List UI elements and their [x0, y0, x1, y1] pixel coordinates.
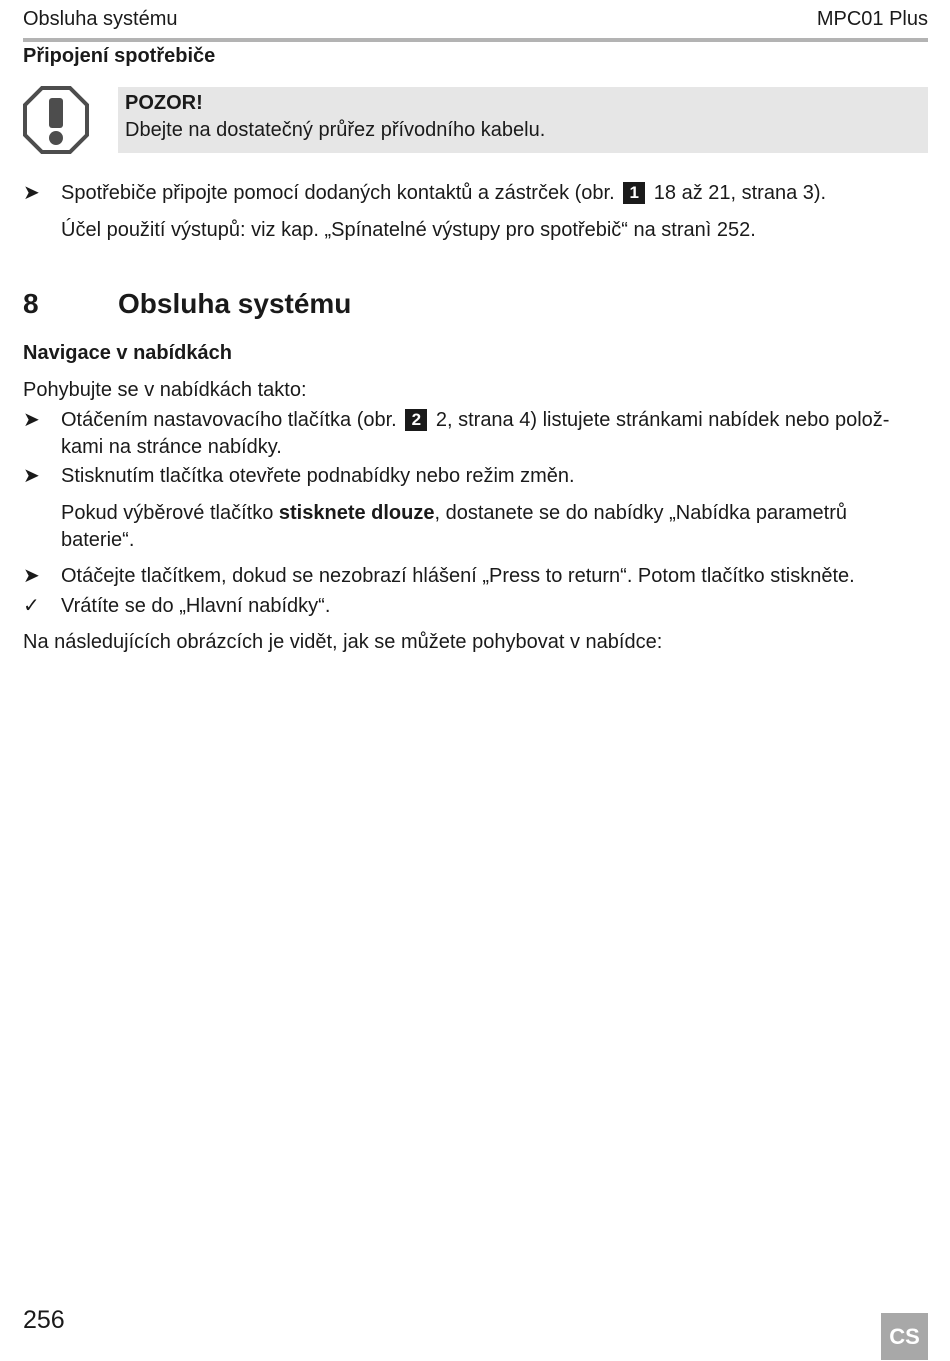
- exclamation-octagon-icon: [22, 85, 90, 155]
- warning-text: Dbejte na dostatečný průřez přívodního kabelu.: [125, 119, 546, 141]
- running-header-section: Obsluha systému: [23, 8, 178, 30]
- note-text: Pokud výběrové tlačítko: [61, 502, 279, 524]
- arrow-bullet-icon: ➤: [23, 465, 40, 487]
- section-subheading: Připojení spotřebiče: [23, 45, 216, 67]
- chapter-title: Obsluha systému: [118, 288, 352, 319]
- instruction-step: Stisknutím tlačítka otevřete podnabídky nebo režim změn.: [61, 465, 575, 487]
- arrow-bullet-icon: ➤: [23, 565, 40, 587]
- step-text-end: 2, strana 4) listujete stránkami nabídek nebo polož-: [435, 409, 890, 431]
- instruction-step: Otáčejte tlačítkem, dokud se nezobrazí hlášení „Press to return“. Potom tlačítko stiskněte.: [61, 565, 855, 587]
- result-text: Vrátíte se do „Hlavní nabídky“.: [61, 595, 331, 617]
- step-note: [61, 500, 847, 527]
- step-continuation: kami na stránce nabídky.: [61, 436, 282, 458]
- page-number: 256: [23, 1306, 65, 1334]
- running-header-product: MPC01 Plus: [816, 8, 928, 30]
- figure-reference-badge: 1: [623, 182, 645, 204]
- note-text-end: , dostanete se do nabídky „Nabídka parametrů: [434, 502, 847, 524]
- arrow-bullet-icon: ➤: [23, 182, 40, 204]
- instruction-step: [61, 180, 826, 207]
- closing-paragraph: Na následujících obrázcích je vidět, jak se můžete pohybovat v nabídce:: [23, 631, 663, 653]
- arrow-bullet-icon: ➤: [23, 409, 40, 431]
- step-continuation: baterie“.: [61, 529, 135, 551]
- note-emphasis: stisknete dlouze: [278, 502, 435, 524]
- language-badge: CS: [881, 1313, 928, 1360]
- step-text: Spotřebiče připojte pomocí dodaných kontaktů a zástrček (obr.: [61, 182, 615, 204]
- instruction-step: [61, 407, 889, 434]
- chapter-number: 8: [23, 288, 39, 319]
- warning-title: POZOR!: [125, 92, 203, 114]
- step-note: Účel použití výstupů: viz kap. „Spínatelné výstupy pro spotřebič“ na stranì 252.: [61, 219, 756, 241]
- figure-reference-badge: 2: [405, 409, 427, 431]
- checkmark-icon: ✓: [23, 595, 40, 617]
- subsection-heading: Navigace v nabídkách: [23, 342, 232, 364]
- intro-paragraph: Pohybujte se v nabídkách takto:: [23, 379, 307, 401]
- step-text-end: 18 až 21, strana 3).: [653, 182, 827, 204]
- header-rule: [23, 38, 928, 42]
- step-text: Otáčením nastavovacího tlačítka (obr.: [61, 409, 397, 431]
